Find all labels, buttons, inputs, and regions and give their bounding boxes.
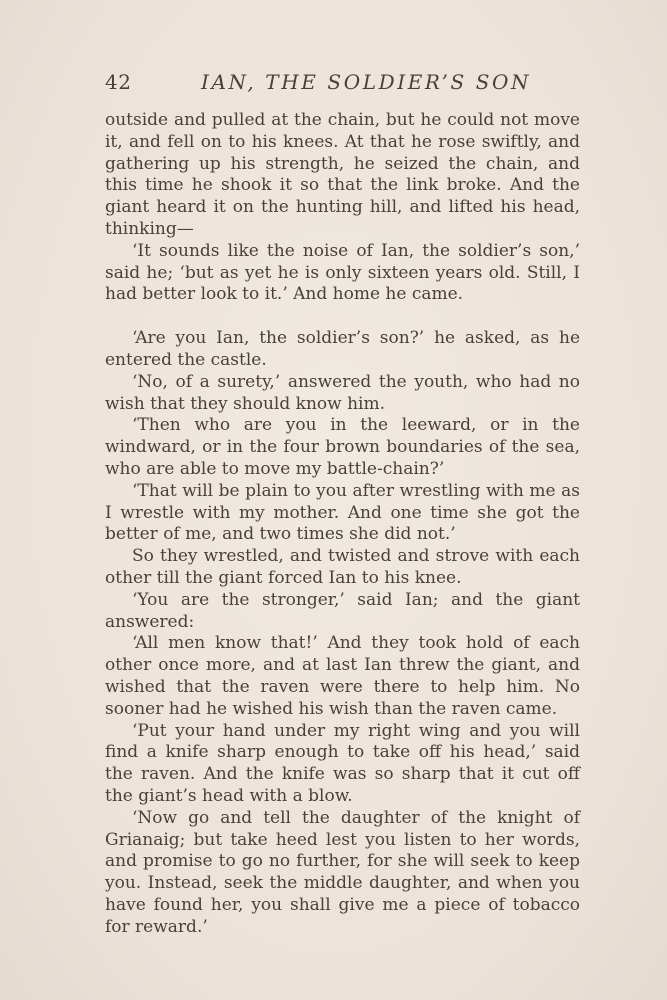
paragraph: ‘No, of a surety,’ answered the youth, who had no wish that they should know him. [105,371,580,414]
running-title: IAN, THE SOLDIER’S SON [201,70,532,94]
page-header [105,70,580,100]
paragraph-continuation: outside and pulled at the chain, but he could not move it, and fell on to his knees. At that he rose swiftly, and gathering up his strength, he seized the chain, and this time he shook it so that the link broke. And the giant heard it on the hunting hill, and lifted his head, thinking— [105,110,580,239]
paragraph: So they wrestled, and twisted and strove with each other till the giant forced Ian to his knee. [105,546,580,588]
paragraph: ‘It sounds like the noise of Ian, the soldier’s son,’ said he; ‘but as yet he is only sixteen years old. Still, I had better look to it.’ And home he came. [105,240,580,305]
paragraph: ‘You are the stronger,’ said Ian; and the giant answered: [105,589,580,632]
paragraph: ‘Put your hand under my right wing and you will find a knife sharp enough to take off his head,’ said the raven. And the knife was so sharp that it cut off the giant’s head with a blow. [105,720,580,806]
page-number: 42 [105,70,132,94]
paragraph: ‘Then who are you in the leeward, or in the windward, or in the four brown boundaries of the sea, who are able to move my battle-chain?’ [105,415,580,479]
body-text [105,110,580,938]
paragraph: ‘Are you Ian, the soldier’s son?’ he asked, as he entered the castle. [105,328,580,370]
paragraph: ‘Now go and tell the daughter of the knight of Grianaig; but take heed lest you listen to her words, and promise to go no further, for she will seek to keep you. Instead, seek the middle daughter, and when you have found her, you shall give me a piece of tobacco for reward.’ [105,807,580,937]
paragraph: ‘That will be plain to you after wrestling with me as I wrestle with my mother. And one time she got the better of me, and two times she did not.’ [105,480,580,545]
paragraph: ‘All men know that!’ And they took hold of each other once more, and at last Ian threw the giant, and wished that the raven were there to help him. No sooner had he wished his wish than the raven came. [105,633,580,719]
